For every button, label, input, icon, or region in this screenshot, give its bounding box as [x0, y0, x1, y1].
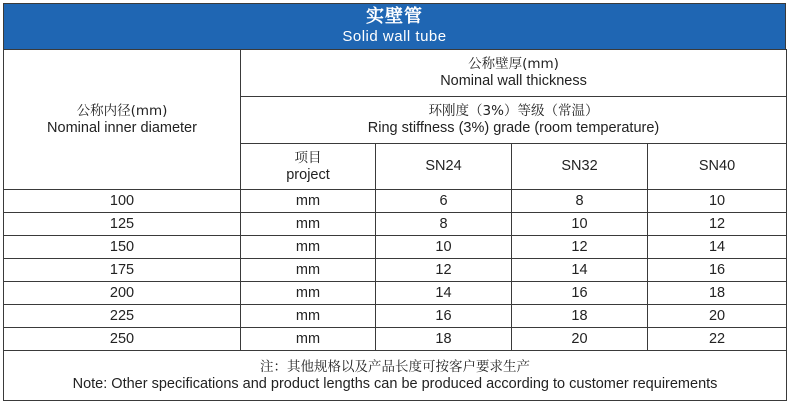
cell-unit: mm — [241, 259, 376, 282]
header-row-thickness — [4, 50, 787, 97]
cell-sn40: 16 — [648, 259, 787, 282]
cell-diameter: 200 — [4, 282, 241, 305]
table-row — [4, 236, 787, 259]
note-en: Note: Other specifications and product lengths can be produced according to customer requirements — [72, 375, 718, 392]
wall-thickness-en: Nominal wall thickness — [440, 73, 587, 89]
cell-sn32: 20 — [512, 328, 648, 351]
cell-sn24: 6 — [376, 190, 512, 213]
cell-sn32: 14 — [512, 259, 648, 282]
title-chinese: 实壁管 — [366, 6, 423, 27]
cell-sn24: 16 — [376, 305, 512, 328]
cell-unit: mm — [241, 213, 376, 236]
table-row — [4, 190, 787, 213]
cell-unit: mm — [241, 236, 376, 259]
cell-unit: mm — [241, 328, 376, 351]
title-english: Solid wall tube — [342, 28, 447, 45]
cell-unit: mm — [241, 305, 376, 328]
cell-diameter: 250 — [4, 328, 241, 351]
cell-sn32: 10 — [512, 213, 648, 236]
ring-stiffness-cn: 环刚度（3%）等级（常温） — [428, 103, 599, 119]
project-en: project — [286, 166, 330, 183]
header-grade-sn32: SN32 — [512, 144, 648, 190]
cell-sn32: 18 — [512, 305, 648, 328]
header-wall-thickness — [241, 50, 787, 97]
spec-table-container — [3, 3, 786, 409]
cell-sn40: 14 — [648, 236, 787, 259]
ring-stiffness-en: Ring stiffness (3%) grade (room temperature) — [367, 120, 660, 136]
note-cn: 注：其他规格以及产品长度可按客户要求生产 — [260, 358, 531, 375]
table-row — [4, 328, 787, 351]
cell-sn40: 18 — [648, 282, 787, 305]
wall-thickness-cn: 公称壁厚(mm) — [468, 56, 559, 72]
cell-sn40: 12 — [648, 213, 787, 236]
header-project — [241, 144, 376, 190]
project-cn: 项目 — [294, 149, 322, 166]
cell-sn40: 20 — [648, 305, 787, 328]
table-row — [4, 213, 787, 236]
cell-sn24: 12 — [376, 259, 512, 282]
header-ring-stiffness — [241, 97, 787, 144]
cell-sn32: 16 — [512, 282, 648, 305]
cell-sn24: 14 — [376, 282, 512, 305]
table-body — [4, 190, 787, 351]
table-row — [4, 259, 787, 282]
header-inner-diameter — [4, 50, 241, 190]
cell-unit: mm — [241, 282, 376, 305]
header-grade-sn40: SN40 — [648, 144, 787, 190]
cell-diameter: 225 — [4, 305, 241, 328]
cell-sn32: 8 — [512, 190, 648, 213]
inner-diameter-cn: 公称内径(mm) — [76, 102, 168, 119]
cell-sn32: 12 — [512, 236, 648, 259]
cell-diameter: 175 — [4, 259, 241, 282]
table-title-bar — [3, 3, 786, 49]
spec-table — [3, 49, 787, 401]
cell-sn24: 8 — [376, 213, 512, 236]
cell-diameter: 100 — [4, 190, 241, 213]
note-row — [4, 351, 787, 401]
cell-diameter: 125 — [4, 213, 241, 236]
cell-sn24: 10 — [376, 236, 512, 259]
table-row — [4, 305, 787, 328]
inner-diameter-en: Nominal inner diameter — [47, 119, 197, 136]
cell-diameter: 150 — [4, 236, 241, 259]
cell-sn40: 22 — [648, 328, 787, 351]
header-grade-sn24: SN24 — [376, 144, 512, 190]
note-cell — [4, 351, 787, 401]
cell-unit: mm — [241, 190, 376, 213]
table-row — [4, 282, 787, 305]
cell-sn40: 10 — [648, 190, 787, 213]
cell-sn24: 18 — [376, 328, 512, 351]
